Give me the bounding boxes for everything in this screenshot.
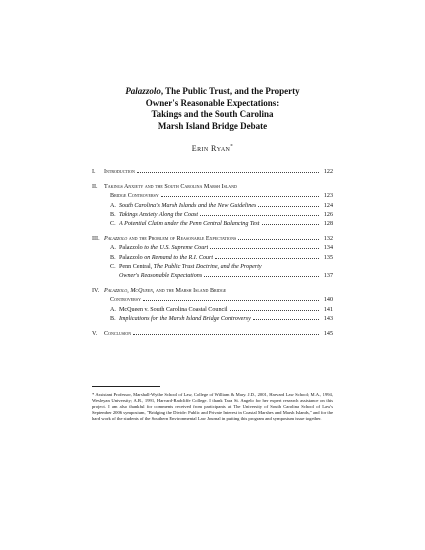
dot-leader [253,319,319,320]
toc-letter: A. [110,306,116,313]
toc-label-pre: Penn Central, [119,263,154,270]
toc-page: 145 [323,331,333,338]
toc-entry-continued [92,296,333,305]
toc-entry [92,183,333,192]
toc-subentry [92,220,333,229]
toc-label [104,287,226,296]
author-byline [0,144,425,153]
toc-label-rest: and the Problem of Reasonable Expectations [127,236,237,243]
toc-label-pre: Palazzolo [119,245,145,252]
toc-label: Conclusion [104,331,132,338]
toc-label-pre: Palazzolo [119,254,145,261]
toc-section-v [92,330,333,339]
toc-subentry [92,315,333,324]
toc-label-em: The Public Trust Doctrine, and the Property [153,263,262,270]
toc-subentry [92,254,333,263]
toc-label: Takings Anxiety and the South Carolina Marsh Island [104,184,237,191]
dot-leader [200,215,319,216]
toc-section-i [92,168,333,177]
toc-label: McQueen v. South Carolina Coastal Council [119,306,228,313]
toc-case-name: Palazzolo [104,236,128,243]
toc-entry [92,287,333,296]
toc-entry-continued [92,192,333,201]
toc-letter: B. [110,315,116,322]
toc-numeral: III. [92,236,100,243]
toc-label: Takings Anxiety Along the Coast [119,211,199,218]
toc-case-name: Palazzolo, McQueen [104,288,153,295]
toc-page: 124 [323,202,333,209]
title-line-2: Owner's Reasonable Expectations: [145,97,280,108]
article-title [80,86,345,132]
toc-label: A Potential Claim under the Penn Central Balancing Test [119,221,260,228]
toc-letter: B. [110,254,116,261]
toc-entry [92,235,333,244]
toc-page: 126 [323,211,333,218]
toc-page: 128 [323,221,333,228]
toc-label: South Carolina's Marsh Islands and the New Guidelines [119,202,257,209]
toc-letter: A. [110,245,116,252]
toc-page: 140 [323,297,333,304]
toc-page: 143 [323,315,333,322]
toc-label-em: on Remand to the R.I. Court [144,254,214,261]
toc-subentry [92,263,333,272]
toc-numeral: IV. [92,288,100,295]
dot-leader [204,276,319,277]
toc-page: 141 [323,306,333,313]
toc-entry [92,168,333,177]
toc-section-iii [92,235,333,281]
toc-page: 123 [323,193,333,200]
toc-numeral: II. [92,184,98,191]
dot-leader [262,224,320,225]
toc-page: 135 [323,254,333,261]
dot-leader [215,258,319,259]
toc-subentry [92,202,333,211]
toc-label-rest: , and the Marsh Island Bridge [152,288,227,295]
toc-label [119,263,262,272]
toc-page: 132 [323,236,333,243]
toc-label: Owner's Reasonable Expectations [119,273,203,280]
dot-leader [230,310,319,311]
toc-label: Implications for the Marsh Island Bridge Controversy [119,315,251,322]
dot-leader [133,334,319,335]
table-of-contents [92,168,333,345]
toc-label: Controversy [110,297,141,304]
title-line-3: Takings and the South Carolina [151,109,274,119]
toc-letter: A. [110,202,116,209]
toc-section-ii [92,183,333,229]
dot-leader [238,239,319,240]
toc-letter: B. [110,211,116,218]
footnote-rule [92,386,160,387]
toc-subentry [92,211,333,220]
toc-numeral: V. [92,331,98,338]
toc-page: 134 [323,245,333,252]
toc-subentry [92,244,333,253]
toc-label-em: to the U.S. Supreme Court [144,245,209,252]
author-footnote: * Assistant Professor, Marshall-Wythe School of Law, College of William & Mary. J.D., 2001, Harvard Law School; M.A., 1994, Wesleyan University; A.B., 1991, Harvard-Radcliffe College. I thank Tara St. Angelo for her expert research assistance on this project. I am also thankful for comments received from participants at The University of South Carolina School of Law's September 2006 symposium, "Bridging the Divide: Public and Private Interest in Coastal Marshes and Marsh Islands," and for the hard work of the students of the Southern Environmental Law Journal in putting this program and symposium issue together. [92,392,333,421]
toc-subentry [92,306,333,315]
dot-leader [137,172,319,173]
toc-label [119,244,208,253]
title-case-name: Palazzolo [125,86,161,96]
toc-page: 122 [323,169,333,175]
toc-page: 137 [323,273,333,280]
title-line-1 [80,86,345,98]
title-line-4: Marsh Island Bridge Debate [157,120,268,131]
toc-subentry-continued [92,272,333,281]
toc-label [104,235,236,244]
toc-letter: C. [110,263,116,270]
toc-numeral: I. [92,169,96,175]
toc-entry [92,330,333,339]
toc-section-iv [92,287,333,324]
dot-leader [258,206,319,207]
title-line-1-rest: , The Public Trust, and the Property [160,86,300,96]
author-name: Erin Ryan [191,144,231,153]
dot-leader [161,196,319,197]
dot-leader [210,248,319,249]
toc-label: Introduction [104,169,135,175]
toc-label [119,254,213,263]
toc-letter: C. [110,221,116,228]
dot-leader [143,300,319,301]
toc-label: Bridge Controversy [110,193,159,200]
author-footnote-mark: * [230,144,234,150]
